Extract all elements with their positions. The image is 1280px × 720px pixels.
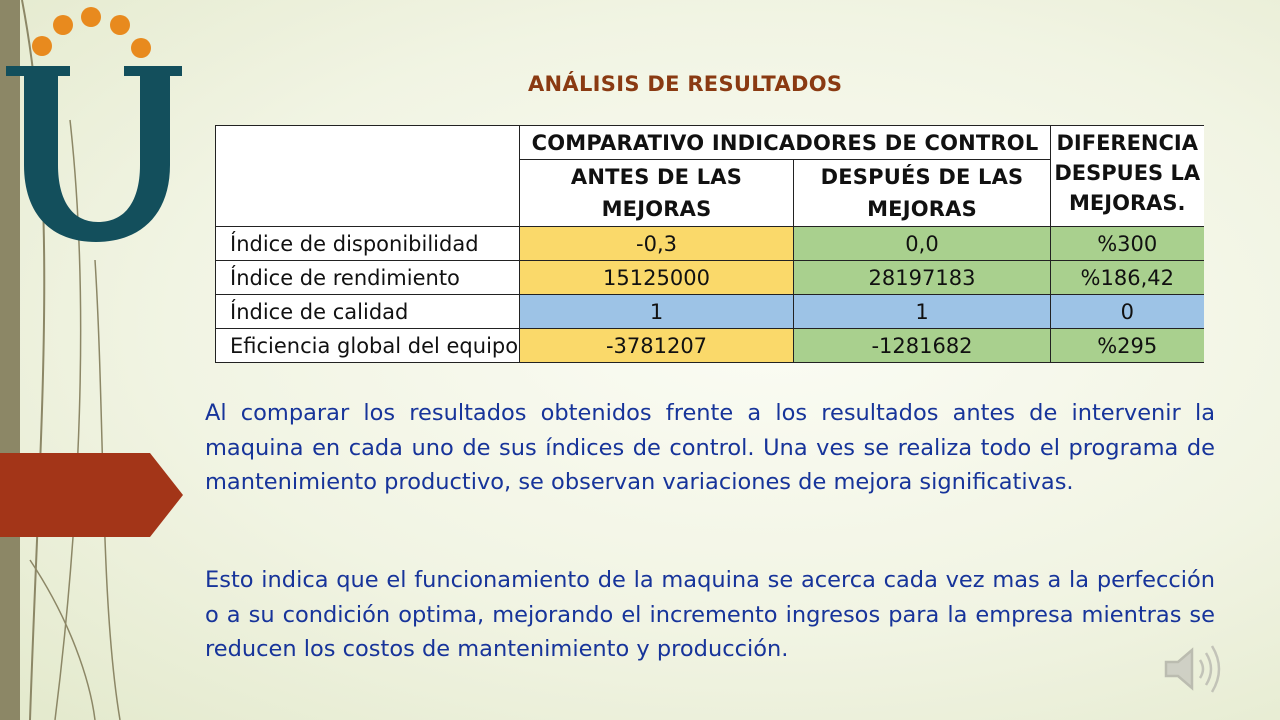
before-value: -3781207: [520, 329, 794, 363]
diff-value: %186,42: [1051, 261, 1204, 295]
before-value: 1: [520, 295, 794, 329]
table-row: [216, 227, 1204, 261]
table-row: [216, 295, 1204, 329]
row-label: Índice de rendimiento: [216, 261, 520, 295]
row-label: Eficiencia global del equipo: [216, 329, 520, 363]
university-u-logo-icon: [0, 0, 190, 250]
table-row: [216, 329, 1204, 363]
after-value: -1281682: [794, 329, 1051, 363]
after-value: 28197183: [794, 261, 1051, 295]
diff-value: 0: [1051, 295, 1204, 329]
paragraph-2: Esto indica que el funcionamiento de la maquina se acerca cada vez mas a la perfección o a su condición optima, mejorando el incremento ingresos para la empresa mientras se reducen los costos de mantenimiento y producción.: [205, 567, 1215, 662]
diff-header: DIFERENCIA DESPUES LA MEJORAS.: [1051, 126, 1204, 227]
table-row: [216, 261, 1204, 295]
after-value: 1: [794, 295, 1051, 329]
after-header: DESPUÉS DE LAS MEJORAS: [794, 160, 1051, 227]
paragraph-1: Al comparar los resultados obtenidos frente a los resultados antes de intervenir la maquina en cada uno de sus índices de control. Una ves se realiza todo el programa de mantenimiento productivo, se observan variaciones de mejora significativas.: [205, 400, 1215, 495]
table-corner-cell: [216, 126, 520, 227]
row-label: Índice de disponibilidad: [216, 227, 520, 261]
diff-value: %300: [1051, 227, 1204, 261]
row-label: Índice de calidad: [216, 295, 520, 329]
slide-title: ANÁLISIS DE RESULTADOS: [528, 72, 843, 96]
group-header: COMPARATIVO INDICADORES DE CONTROL: [520, 126, 1051, 160]
after-value: 0,0: [794, 227, 1051, 261]
comparison-table: [215, 125, 1204, 363]
diff-value: %295: [1051, 329, 1204, 363]
before-header: ANTES DE LAS MEJORAS: [520, 160, 794, 227]
speaker-icon[interactable]: [1160, 640, 1224, 698]
before-value: 15125000: [520, 261, 794, 295]
red-accent-tab: [0, 453, 183, 537]
before-value: -0,3: [520, 227, 794, 261]
